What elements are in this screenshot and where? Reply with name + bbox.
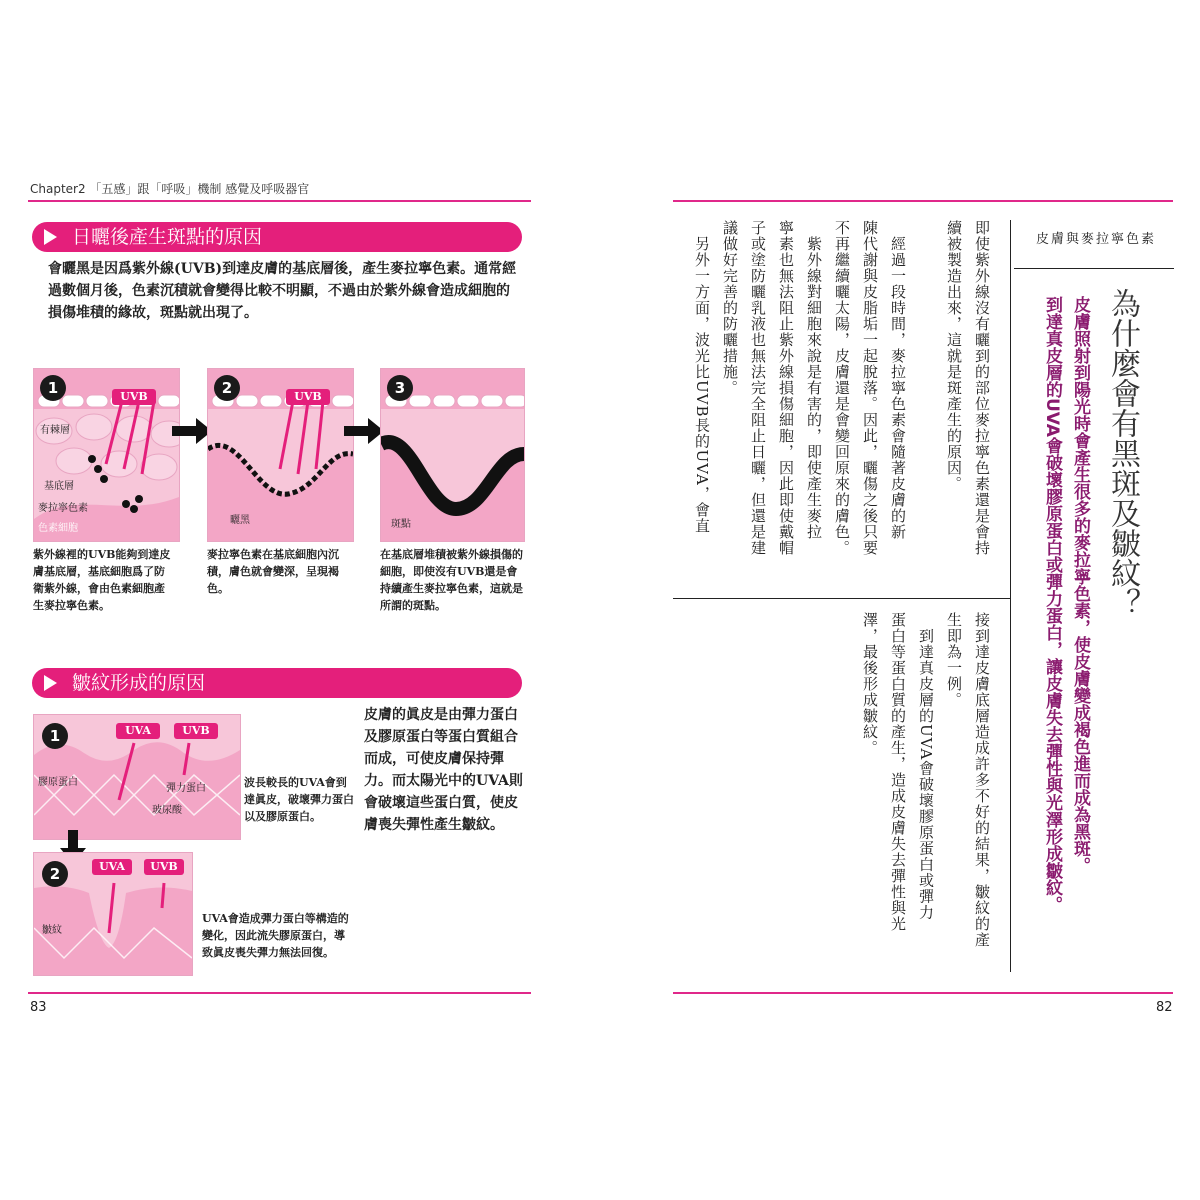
wrinkle-paragraph: 皮膚的眞皮是由彈力蛋白及膠原蛋白等蛋白質組合而成，可使皮膚保持彈力。而太陽光中的UVA則會破壞這些蛋白質，使皮膚喪失彈性產生皺紋。	[364, 707, 523, 833]
label-spinous-layer: 有棘層	[40, 425, 70, 436]
title-divider	[1010, 220, 1011, 972]
spot-diagram-3	[380, 368, 525, 542]
wrinkle-caption-2: UVA會造成彈力蛋白等構造的變化，因此流失膠原蛋白，導致眞皮喪失彈力無法回復。	[202, 912, 349, 959]
body-column: 議做好完善的防曬措施。	[721, 220, 739, 396]
uva-tag: UVA	[116, 723, 160, 739]
label-melanocyte: 色素細胞	[38, 523, 78, 534]
right-page-subtitle-2: 到達真皮層的UVA會破壞膠原蛋白或彈力蛋白，讓皮膚失去彈性與光澤形成皺紋。	[1042, 296, 1062, 913]
section1-intro: 會曬黑是因爲紫外線(UVB)到達皮膚的基底層後，產生麥拉寧色素。通常經過數個月後，色素沉積就會變得比較不明顯，不過由於紫外線會造成細胞的損傷堆積的緣故，斑點就出現了。	[48, 261, 517, 321]
right-footer-rule	[673, 992, 1173, 994]
right-header-rule	[673, 200, 1173, 202]
label-wrinkle: 皺紋	[42, 925, 62, 936]
page-number-left: 83	[30, 1000, 47, 1015]
section-banner-spots	[32, 222, 522, 252]
page-number-right: 82	[1156, 1000, 1173, 1015]
wrinkle-caption-1: 波長較長的UVA會到達眞皮，破壞彈力蛋白以及膠原蛋白。	[244, 776, 354, 823]
body-column: 續被製造出來，這就是斑產生的原因。	[945, 220, 963, 492]
section-banner-wrinkles	[32, 668, 522, 698]
play-triangle-icon	[44, 229, 57, 245]
body-column: 生即為一例。	[945, 612, 963, 708]
section-title: 日曬後產生斑點的原因	[72, 226, 263, 248]
uvb-tag: UVB	[174, 723, 218, 739]
body-column: 經過一段時間，麥拉寧色素會隨著皮膚的新	[889, 220, 907, 540]
label-collagen: 膠原蛋白	[38, 777, 78, 788]
step-number-badge: 3	[387, 375, 413, 401]
step-number-badge: 2	[42, 861, 68, 887]
spot-caption-2: 麥拉寧色素在基底細胞內沉積，膚色就會變深，呈現褐色。	[207, 548, 339, 595]
spot-diagram-2	[207, 368, 354, 542]
body-column: 另外一方面，波光比UVB長的UVA，會直	[693, 220, 711, 534]
body-column: 即使紫外線沒有曬到的部位麥拉寧色素還是會持	[973, 220, 991, 556]
left-header-rule	[28, 200, 531, 202]
label-tanned: 曬黑	[230, 515, 250, 526]
uva-tag: UVA	[92, 859, 132, 875]
spot-caption-3: 在基底層堆積被紫外線損傷的細胞，即使沒有UVB還是會持續產生麥拉寧色素，這就是所謂的斑點。	[380, 548, 523, 612]
right-arrow-icon	[172, 418, 212, 444]
label-elastin: 彈力蛋白	[166, 783, 206, 794]
step-number-badge: 1	[40, 375, 66, 401]
left-footer-rule	[28, 992, 531, 994]
body-column: 寧素也無法阻止紫外線損傷細胞，因此即使戴帽	[777, 220, 795, 556]
column-divider	[673, 598, 1010, 599]
label-melanin: 麥拉寧色素	[38, 503, 88, 514]
uvb-tag: UVB	[144, 859, 184, 875]
right-page-subtitle-1: 皮膚照射到陽光時會產生很多的麥拉寧色素，使皮膚變成褐色進而成為黑斑。	[1070, 296, 1090, 874]
spot-diagram-1	[33, 368, 180, 542]
uvb-tag: UVB	[286, 389, 330, 405]
wrinkle-diagram-1	[33, 714, 241, 840]
uvb-tag: UVB	[112, 389, 156, 405]
body-column: 不再繼續曬太陽，皮膚還是會變回原來的膚色。	[833, 220, 851, 556]
body-column: 到達真皮層的UVA會破壞膠原蛋白或彈力	[917, 612, 935, 921]
right-header-rule-thin	[1014, 268, 1174, 269]
left-page-header: Chapter2 「五感」跟「呼吸」機制 感覺及呼吸器官	[30, 182, 310, 196]
body-column: 接到達皮膚底層造成許多不好的結果，皺紋的產	[973, 612, 991, 948]
section-title: 皺紋形成的原因	[72, 672, 206, 694]
body-column: 子或塗防曬乳液也無法完全阻止日曬，但還是建	[749, 220, 767, 556]
body-column: 紫外線對細胞來說是有害的，即使產生麥拉	[805, 220, 823, 540]
play-triangle-icon	[44, 675, 57, 691]
label-basal-layer: 基底層	[44, 481, 74, 492]
right-arrow-icon	[344, 418, 384, 444]
label-hyaluronic-acid: 玻尿酸	[152, 805, 182, 816]
step-number-badge: 1	[42, 723, 68, 749]
wrinkle-diagram-2	[33, 852, 193, 976]
step-number-badge: 2	[214, 375, 240, 401]
label-spot: 斑點	[391, 519, 411, 530]
body-column: 澤，最後形成皺紋。	[861, 612, 879, 756]
body-column: 陳代謝與皮脂垢一起脫落。因此，曬傷之後只要	[861, 220, 879, 556]
spot-caption-1: 紫外線裡的UVB能夠到達皮膚基底層，基底細胞爲了防衛紫外線，會由色素細胞產生麥拉寧色素。	[33, 548, 171, 612]
right-page-header: 皮膚與麥拉寧色素	[1036, 232, 1157, 247]
body-column: 蛋白等蛋白質的產生，造成皮膚失去彈性與光	[889, 612, 907, 932]
right-page-title: 為什麼會有黑斑及皺紋？	[1105, 288, 1140, 618]
